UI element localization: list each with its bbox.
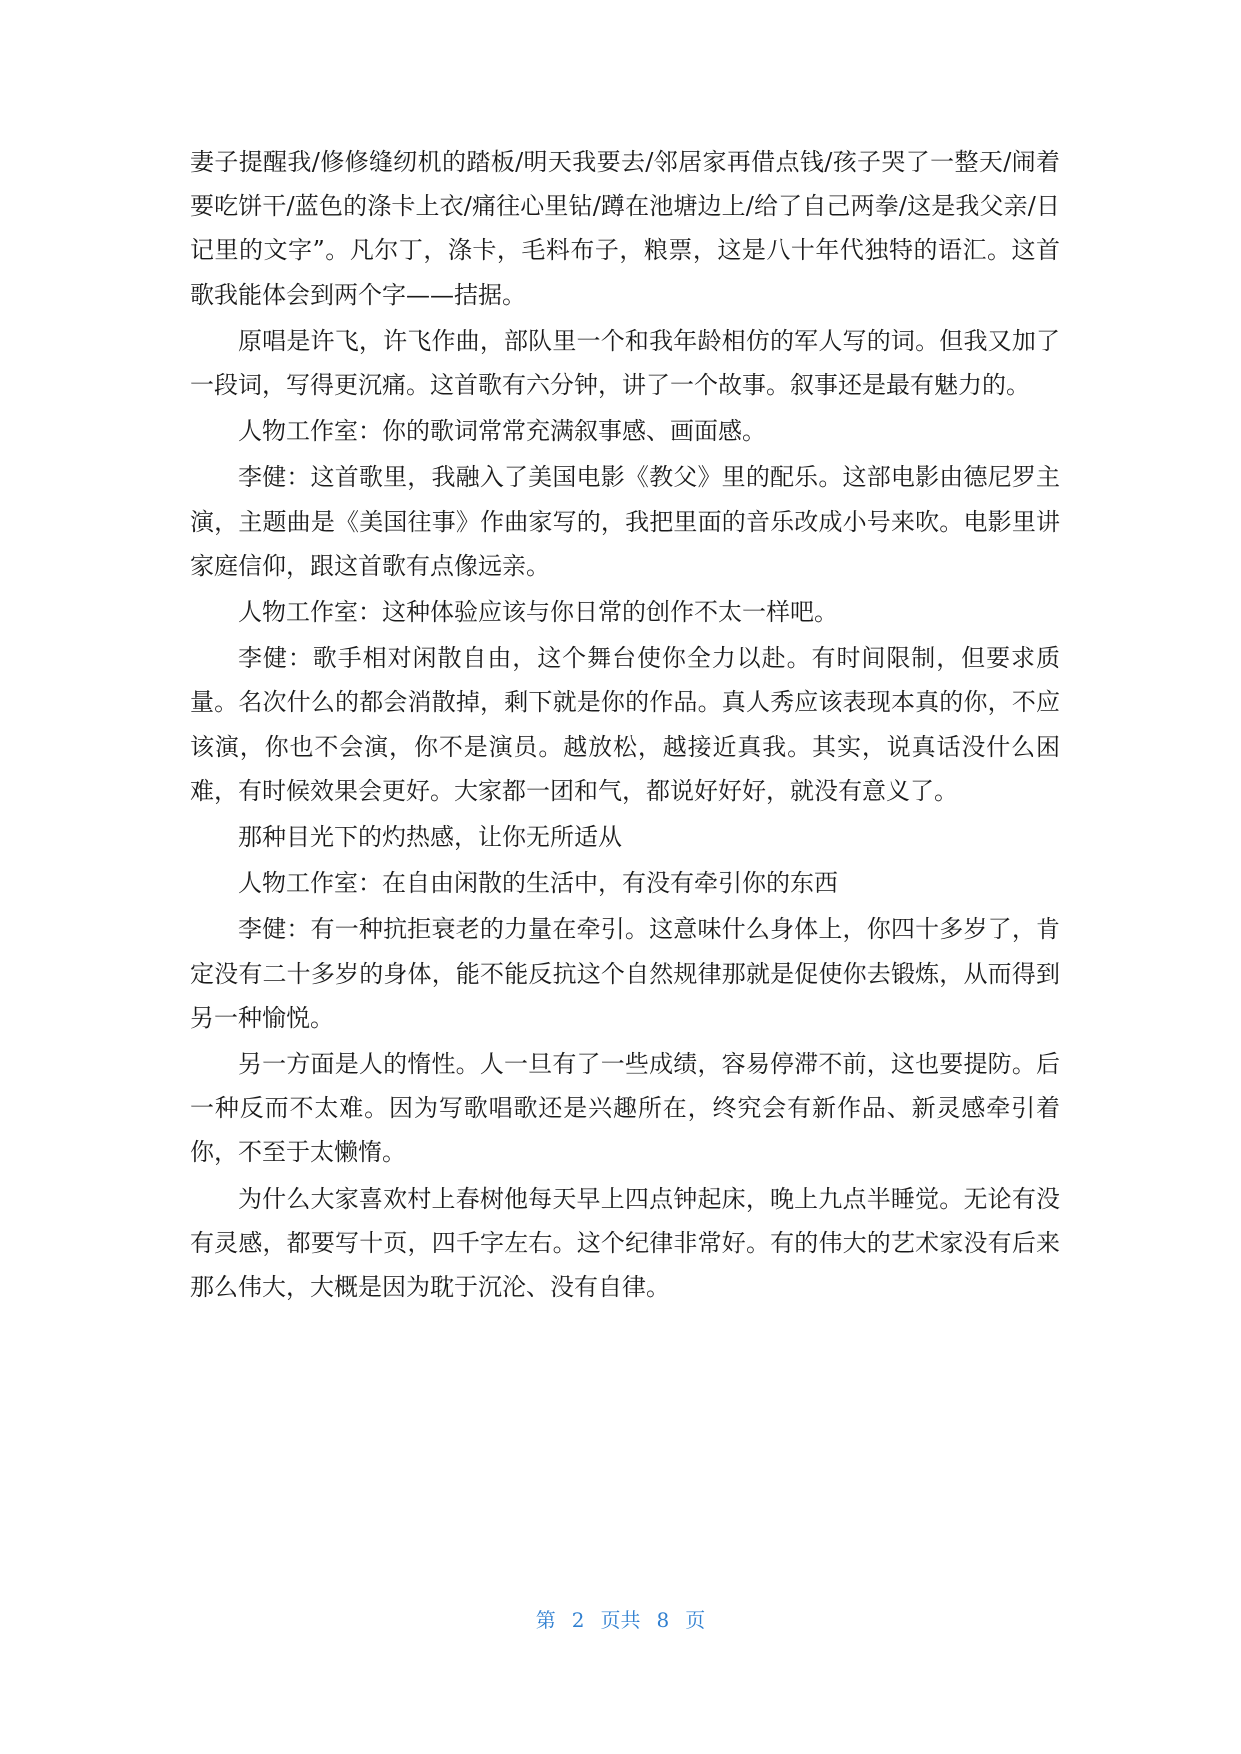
paragraph: 人物工作室：你的歌词常常充满叙事感、画面感。 (238, 417, 766, 446)
section-heading: 那种目光下的灼热感，让你无所适从 (238, 823, 622, 852)
paragraph: 李健：这首歌里，我融入了美国电影《教父》里的配乐。这部电影由德尼罗主演，主题曲是《美国往事》作曲家写的，我把里面的音乐改成小号来吹。电影里讲家庭信仰，跟这首歌有点像远亲。 (190, 463, 1060, 580)
footer-prefix: 第 (535, 1608, 556, 1632)
paragraph: 妻子提醒我/修修缝纫机的踏板/明天我要去/邻居家再借点钱/孩子哭了一整天/闹着要吃饼干/蓝色的涤卡上衣/痛往心里钻/蹲在池塘边上/给了自己两拳/这是我父亲/日记里的文字”。凡尔丁，涤卡，毛料布子，粮票，这是八十年代独特的语汇。这首歌我能体会到两个字——拮据。 (190, 148, 1060, 309)
paragraph: 李健：歌手相对闲散自由，这个舞台使你全力以赴。有时间限制，但要求质量。名次什么的都会消散掉，剩下就是你的作品。真人秀应该表现本真的你，不应该演，你也不会演，你不是演员。越放松，越接近真我。其实，说真话没什么困难，有时候效果会更好。大家都一团和气，都说好好好，就没有意义了。 (190, 644, 1060, 805)
paragraph: 人物工作室：在自由闲散的生活中，有没有牵引你的东西 (238, 869, 838, 898)
paragraph: 人物工作室：这种体验应该与你日常的创作不太一样吧。 (238, 598, 838, 627)
page-footer (0, 1604, 1241, 1633)
paragraph: 为什么大家喜欢村上春树他每天早上四点钟起床，晚上九点半睡觉。无论有没有灵感，都要写十页，四千字左右。这个纪律非常好。有的伟大的艺术家没有后来那么伟大，大概是因为耽于沉沦、没有自律。 (190, 1184, 1060, 1302)
footer-current-page: 2 (571, 1608, 585, 1632)
footer-total-pages: 8 (656, 1608, 670, 1632)
paragraph: 另一方面是人的惰性。人一旦有了一些成绩，容易停滞不前，这也要提防。后一种反而不太难。因为写歌唱歌还是兴趣所在，终究会有新作品、新灵感牵引着你，不至于太懒惰。 (190, 1050, 1060, 1167)
paragraph: 李健：有一种抗拒衰老的力量在牵引。这意味什么身体上，你四十多岁了，肯定没有二十多岁的身体，能不能反抗这个自然规律那就是促使你去锻炼，从而得到另一种愉悦。 (190, 915, 1060, 1032)
paragraph: 原唱是许飞，许飞作曲，部队里一个和我年龄相仿的军人写的词。但我又加了一段词，写得更沉痛。这首歌有六分钟，讲了一个故事。叙事还是最有魅力的。 (190, 326, 1060, 400)
document-body (190, 140, 1060, 1311)
footer-middle: 页共 (600, 1608, 641, 1632)
footer-suffix: 页 (685, 1608, 706, 1632)
